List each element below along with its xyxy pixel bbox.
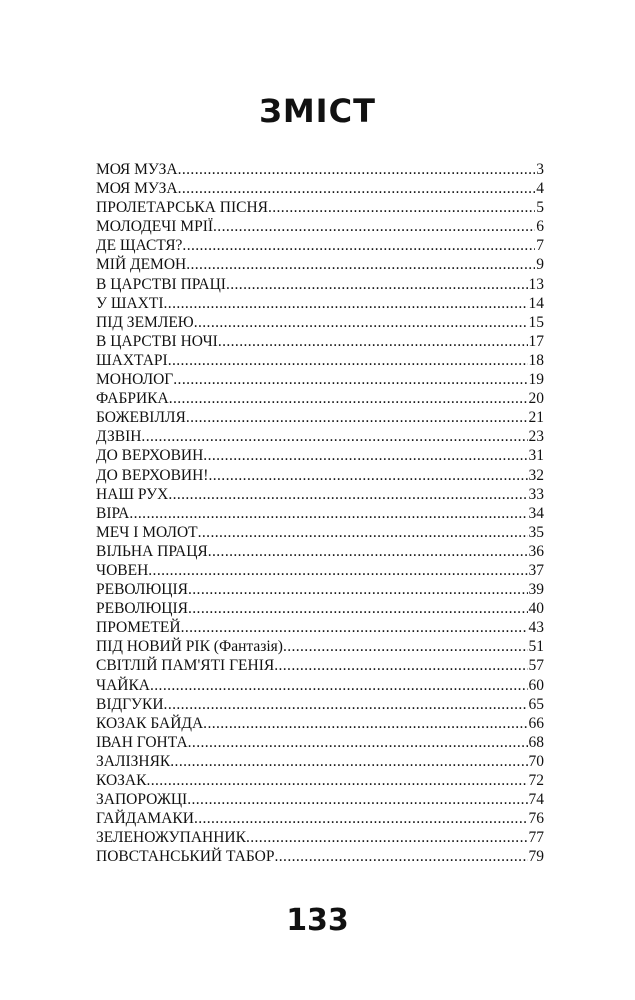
page-number: 133 bbox=[286, 903, 349, 938]
toc-leader-dots bbox=[178, 179, 536, 198]
toc-leader-dots bbox=[213, 217, 535, 236]
toc-entry bbox=[96, 828, 544, 847]
toc-entry-page: 37 bbox=[528, 561, 544, 579]
toc-entry-page: 72 bbox=[528, 772, 544, 789]
toc-entry-title: БОЖЕВІЛЛЯ bbox=[96, 409, 186, 427]
toc-leader-dots bbox=[275, 847, 528, 866]
toc-entry-title: ВІЛЬНА ПРАЦЯ bbox=[96, 542, 208, 560]
toc-leader-dots bbox=[168, 485, 527, 504]
toc-entry bbox=[96, 275, 544, 294]
toc-entry bbox=[96, 466, 544, 485]
toc-entry bbox=[96, 771, 544, 790]
toc-entry bbox=[96, 217, 544, 236]
toc-entry-page: 43 bbox=[528, 619, 544, 637]
toc-entry bbox=[96, 847, 544, 866]
toc-entry-title: ВІРА bbox=[96, 504, 130, 522]
toc-entry-title: ДО ВЕРХОВИН bbox=[96, 447, 204, 465]
toc-entry-page: 21 bbox=[528, 409, 544, 427]
toc-entry bbox=[96, 427, 544, 446]
toc-entry-title: МОЯ МУЗА bbox=[96, 161, 178, 178]
toc-entry-title: КОЗАК БАЙДА bbox=[96, 714, 204, 732]
toc-leader-dots bbox=[203, 446, 527, 465]
toc-entry-page: 60 bbox=[528, 676, 544, 694]
toc-entry-title: ШАХТАРІ bbox=[96, 351, 168, 369]
toc-entry bbox=[96, 504, 544, 523]
toc-entry-page: 57 bbox=[528, 657, 544, 675]
page-title: ЗМІСТ bbox=[259, 92, 376, 130]
toc-leader-dots bbox=[198, 523, 528, 542]
toc-entry-title: МОЯ МУЗА bbox=[96, 180, 178, 198]
toc-entry-page: 51 bbox=[528, 638, 544, 656]
toc-entry-page: 17 bbox=[528, 332, 544, 350]
toc-leader-dots bbox=[208, 542, 528, 561]
toc-leader-dots bbox=[208, 466, 527, 485]
toc-leader-dots bbox=[186, 408, 528, 427]
toc-entry-page: 77 bbox=[528, 829, 544, 847]
toc-entry-title: ПРОМЕТЕЙ bbox=[96, 619, 181, 637]
toc-leader-dots bbox=[181, 618, 528, 637]
toc-entry-page: 18 bbox=[528, 351, 544, 369]
toc-leader-dots bbox=[182, 236, 535, 255]
toc-entry-title: СВІТЛІЙ ПАМ'ЯТІ ГЕНІЯ bbox=[96, 657, 275, 675]
toc-entry bbox=[96, 255, 544, 274]
toc-entry-title: ВІДГУКИ bbox=[96, 695, 164, 713]
toc-entry-title: У ШАХТІ bbox=[96, 294, 164, 312]
toc-entry bbox=[96, 408, 544, 427]
toc-entry bbox=[96, 351, 544, 370]
toc-entry-title: ПІД НОВИЙ РІК (Фантазія) bbox=[96, 638, 283, 656]
toc-entry-title: НАШ РУХ bbox=[96, 485, 169, 503]
toc-entry-page: 4 bbox=[536, 180, 544, 198]
toc-entry-title: ДЕ ЩАСТЯ? bbox=[96, 237, 183, 255]
toc-leader-dots bbox=[148, 561, 527, 580]
toc-entry bbox=[96, 389, 544, 408]
toc-leader-dots bbox=[173, 370, 527, 389]
toc-leader-dots bbox=[218, 332, 528, 351]
toc-entry-page: 70 bbox=[528, 752, 544, 770]
toc-entry bbox=[96, 599, 544, 618]
toc-entry-title: ДЗВІН bbox=[96, 428, 142, 446]
toc-entry bbox=[96, 485, 544, 504]
toc-entry bbox=[96, 676, 544, 695]
toc-entry bbox=[96, 313, 544, 332]
toc-entry-title: ПОВСТАНСЬКИЙ ТАБОР bbox=[96, 848, 275, 866]
toc-entry-page: 79 bbox=[528, 848, 544, 866]
toc-entry-title: ЗЕЛЕНОЖУПАННИК bbox=[96, 829, 246, 847]
toc-entry bbox=[96, 561, 544, 580]
toc-entry bbox=[96, 752, 544, 771]
toc-entry-title: РЕВОЛЮЦІЯ bbox=[96, 581, 188, 599]
toc-entry bbox=[96, 790, 544, 809]
toc-entry-page: 35 bbox=[528, 523, 544, 541]
toc-leader-dots bbox=[164, 294, 528, 313]
toc-entry-page: 39 bbox=[528, 581, 544, 599]
toc-entry-page: 68 bbox=[528, 733, 544, 751]
toc-entry-title: ДО ВЕРХОВИН! bbox=[96, 466, 209, 484]
toc-leader-dots bbox=[186, 255, 535, 274]
toc-entry-page: 66 bbox=[528, 714, 544, 732]
toc-entry-title: МОЛОДЕЧІ МРІЇ bbox=[96, 218, 214, 236]
toc-entry-page: 19 bbox=[528, 371, 544, 389]
toc-leader-dots bbox=[178, 160, 536, 179]
toc-entry bbox=[96, 580, 544, 599]
toc-leader-dots bbox=[150, 676, 528, 695]
toc-leader-dots bbox=[141, 427, 527, 446]
toc-entry-page: 14 bbox=[528, 294, 544, 312]
toc-entry-page: 9 bbox=[536, 256, 544, 274]
toc-entry-title: ЧАЙКА bbox=[96, 676, 150, 694]
toc-entry bbox=[96, 236, 544, 255]
toc-entry-title: МЕЧ І МОЛОТ bbox=[96, 523, 198, 541]
toc-entry bbox=[96, 294, 544, 313]
toc-entry-title: ІВАН ГОНТА bbox=[96, 733, 188, 751]
toc-entry-page: 20 bbox=[528, 390, 544, 408]
toc-leader-dots bbox=[226, 275, 528, 294]
toc-leader-dots bbox=[129, 504, 527, 523]
toc-leader-dots bbox=[246, 828, 528, 847]
toc-entry-title: МІЙ ДЕМОН bbox=[96, 256, 187, 274]
toc-entry-page: 6 bbox=[536, 218, 544, 236]
toc-entry-title: МОНОЛОГ bbox=[96, 371, 174, 389]
toc-leader-dots bbox=[170, 752, 527, 771]
toc-entry-page: 7 bbox=[536, 237, 544, 255]
toc-entry bbox=[96, 733, 544, 752]
toc-leader-dots bbox=[164, 695, 528, 714]
toc-leader-dots bbox=[169, 389, 528, 408]
toc-leader-dots bbox=[283, 637, 528, 656]
toc-entry-page: 74 bbox=[528, 791, 544, 809]
toc-entry bbox=[96, 446, 544, 465]
toc-leader-dots bbox=[168, 351, 528, 370]
toc-entry-page: 34 bbox=[528, 504, 544, 522]
toc-entry bbox=[96, 370, 544, 389]
toc-entry-title: В ЦАРСТВІ НОЧІ bbox=[96, 332, 218, 350]
toc-entry-title: ПІД ЗЕМЛЕЮ bbox=[96, 313, 194, 331]
toc-leader-dots bbox=[194, 313, 528, 332]
toc-entry bbox=[96, 618, 544, 637]
toc-entry bbox=[96, 695, 544, 714]
toc-entry-page: 3 bbox=[536, 161, 544, 178]
toc-entry bbox=[96, 809, 544, 828]
toc-entry-title: ПРОЛЕТАРСЬКА ПІСНЯ bbox=[96, 199, 268, 217]
toc-leader-dots bbox=[203, 714, 527, 733]
toc-entry-page: 13 bbox=[528, 275, 544, 293]
toc-entry-page: 23 bbox=[528, 428, 544, 446]
toc-entry-title: ФАБРИКА bbox=[96, 390, 169, 408]
toc-entry bbox=[96, 332, 544, 351]
toc-entry-title: ЧОВЕН bbox=[96, 561, 149, 579]
toc-entry-page: 15 bbox=[528, 313, 544, 331]
toc-entry-page: 32 bbox=[528, 466, 544, 484]
toc-leader-dots bbox=[188, 599, 528, 618]
table-of-contents bbox=[96, 160, 544, 866]
toc-entry bbox=[96, 637, 544, 656]
toc-entry bbox=[96, 523, 544, 542]
toc-entry-title: ГАЙДАМАКИ bbox=[96, 810, 194, 828]
toc-leader-dots bbox=[268, 198, 535, 217]
toc-entry bbox=[96, 179, 544, 198]
toc-entry-page: 31 bbox=[528, 447, 544, 465]
toc-entry-title: ЗАПОРОЖЦІ bbox=[96, 791, 188, 809]
toc-leader-dots bbox=[194, 809, 528, 828]
toc-entry-title: КОЗАК bbox=[96, 772, 147, 789]
toc-entry-page: 33 bbox=[528, 485, 544, 503]
toc-leader-dots bbox=[274, 656, 527, 675]
toc-entry-page: 40 bbox=[528, 600, 544, 618]
toc-entry-title: РЕВОЛЮЦІЯ bbox=[96, 600, 188, 618]
toc-entry-page: 76 bbox=[528, 810, 544, 828]
toc-entry bbox=[96, 160, 544, 179]
toc-entry bbox=[96, 198, 544, 217]
toc-entry-page: 5 bbox=[536, 199, 544, 217]
toc-leader-dots bbox=[188, 733, 528, 752]
toc-entry-page: 65 bbox=[528, 695, 544, 713]
toc-leader-dots bbox=[188, 580, 528, 599]
toc-entry bbox=[96, 714, 544, 733]
toc-leader-dots bbox=[146, 771, 527, 790]
toc-leader-dots bbox=[187, 790, 527, 809]
toc-entry-title: ЗАЛІЗНЯК bbox=[96, 752, 171, 770]
toc-entry bbox=[96, 542, 544, 561]
toc-entry bbox=[96, 656, 544, 675]
toc-entry-title: В ЦАРСТВІ ПРАЦІ bbox=[96, 275, 226, 293]
toc-entry-page: 36 bbox=[528, 542, 544, 560]
